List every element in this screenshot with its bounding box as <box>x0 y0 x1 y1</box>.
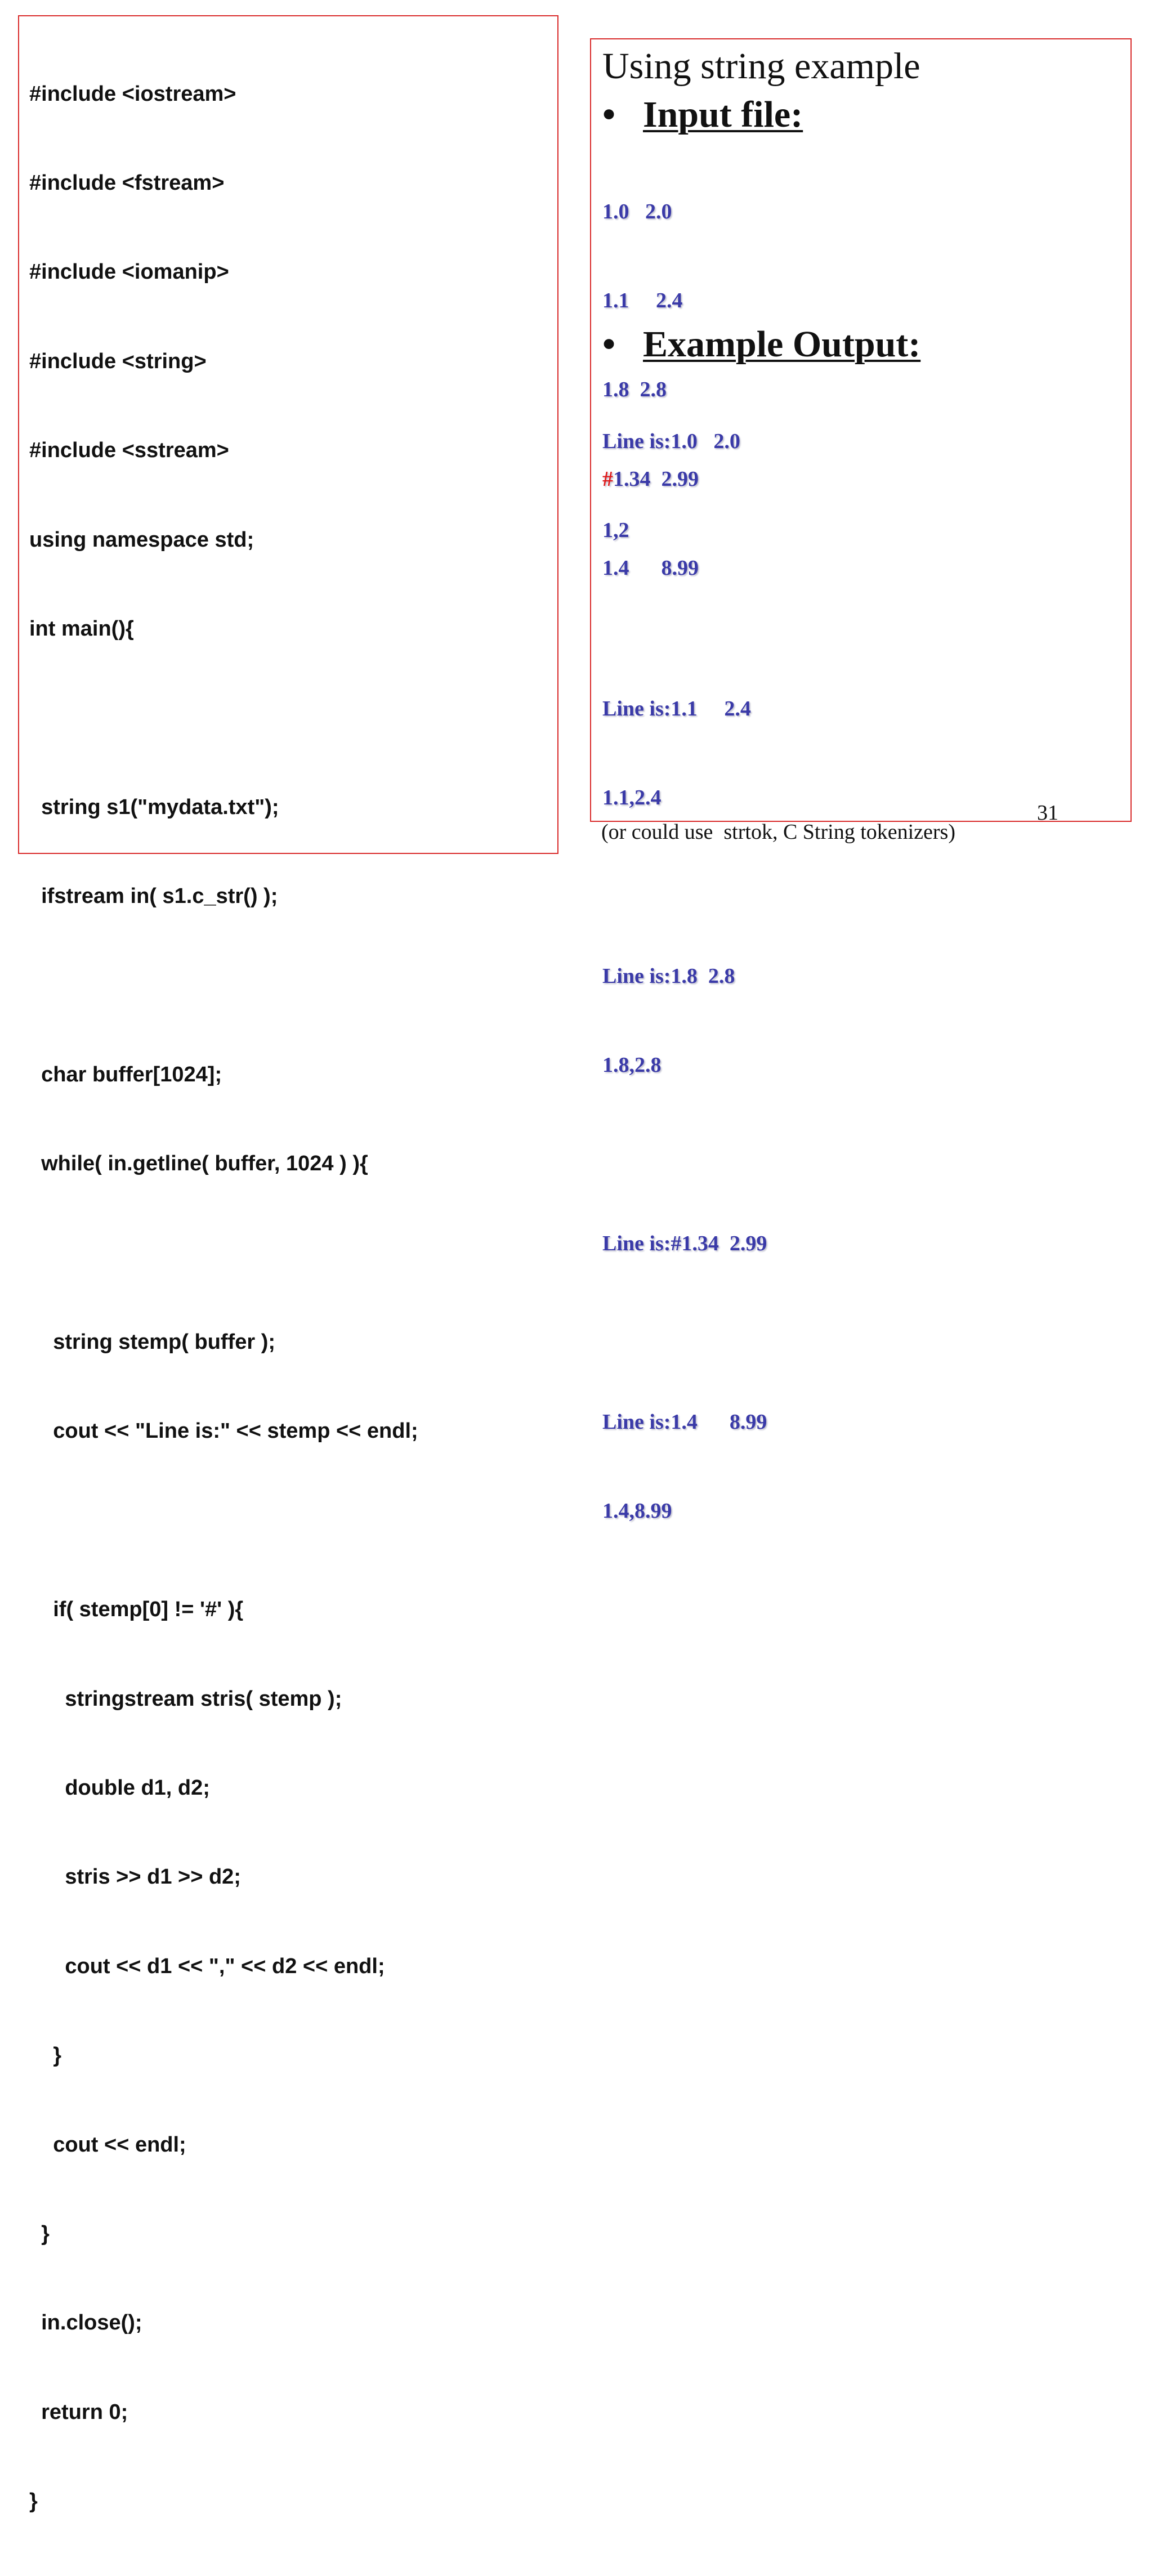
code-listing <box>29 20 418 2576</box>
comment-hash-mark: # <box>602 467 613 491</box>
example-output-heading <box>602 322 920 367</box>
output-line: Line is:1.0 2.0 <box>602 429 740 453</box>
code-line: } <box>29 2043 62 2068</box>
input-line: 1.8 2.8 <box>602 378 667 402</box>
code-line: if( stemp[0] != '#' ){ <box>29 1598 244 1622</box>
input-file-label: Input file: <box>643 94 803 135</box>
footnote: (or could use strtok, C String tokenizers) <box>601 820 956 844</box>
code-line <box>29 1506 418 1536</box>
code-line: in.close(); <box>29 2311 142 2335</box>
slide-title: Using string example <box>602 46 920 87</box>
code-line: } <box>29 2489 38 2514</box>
code-line: using namespace std; <box>29 527 254 552</box>
code-line: stris >> d1 >> d2; <box>29 1865 241 1889</box>
code-line: #include <iostream> <box>29 82 236 106</box>
code-line: ifstream in( s1.c_str() ); <box>29 884 278 909</box>
code-line: #include <string> <box>29 349 207 373</box>
code-line: #include <sstream> <box>29 439 229 463</box>
output-line <box>602 1318 767 1348</box>
bullet-icon: • <box>602 324 616 365</box>
example-output-label: Example Output: <box>643 324 921 365</box>
code-line: double d1, d2; <box>29 1776 210 1800</box>
output-line: 1.8,2.8 <box>602 1053 662 1077</box>
output-line <box>602 605 767 634</box>
code-line: return 0; <box>29 2400 128 2424</box>
code-line: } <box>29 2221 50 2246</box>
code-line: stringstream stris( stemp ); <box>29 1687 342 1711</box>
code-line <box>29 1238 418 1268</box>
code-line: #include <fstream> <box>29 171 225 195</box>
input-line: 1.4 8.99 <box>602 556 699 580</box>
code-line <box>29 971 418 1001</box>
output-line: Line is:#1.34 2.99 <box>602 1232 767 1256</box>
output-line <box>602 1140 767 1170</box>
input-line: 1.1 2.4 <box>602 288 683 312</box>
code-line: string s1("mydata.txt"); <box>29 795 279 819</box>
code-line: string stemp( buffer ); <box>29 1330 275 1354</box>
input-line: 1.0 2.0 <box>602 199 672 223</box>
code-line: int main(){ <box>29 616 134 641</box>
input-line-text: 1.34 2.99 <box>613 467 699 491</box>
code-line <box>29 703 418 733</box>
example-output-lines <box>602 367 767 1586</box>
code-line: #include <iomanip> <box>29 260 229 284</box>
code-line: cout << "Line is:" << stemp << endl; <box>29 1419 418 1443</box>
output-line: Line is:1.4 8.99 <box>602 1410 767 1434</box>
output-line: Line is:1.8 2.8 <box>602 964 735 988</box>
bullet-icon: • <box>602 94 616 135</box>
output-line <box>602 873 767 902</box>
output-line: 1,2 <box>602 518 629 542</box>
output-line: 1.4,8.99 <box>602 1499 672 1523</box>
input-file-heading <box>602 92 803 137</box>
code-panel <box>18 15 558 2514</box>
page-number: 31 <box>1037 801 1058 825</box>
code-line: char buffer[1024]; <box>29 1062 222 1086</box>
code-line: cout << endl; <box>29 2132 186 2157</box>
output-line: Line is:1.1 2.4 <box>602 696 751 721</box>
code-line: cout << d1 << "," << d2 << endl; <box>29 1954 385 1978</box>
code-line: while( in.getline( buffer, 1024 ) ){ <box>29 1152 368 1176</box>
output-line: 1.1,2.4 <box>602 786 662 810</box>
